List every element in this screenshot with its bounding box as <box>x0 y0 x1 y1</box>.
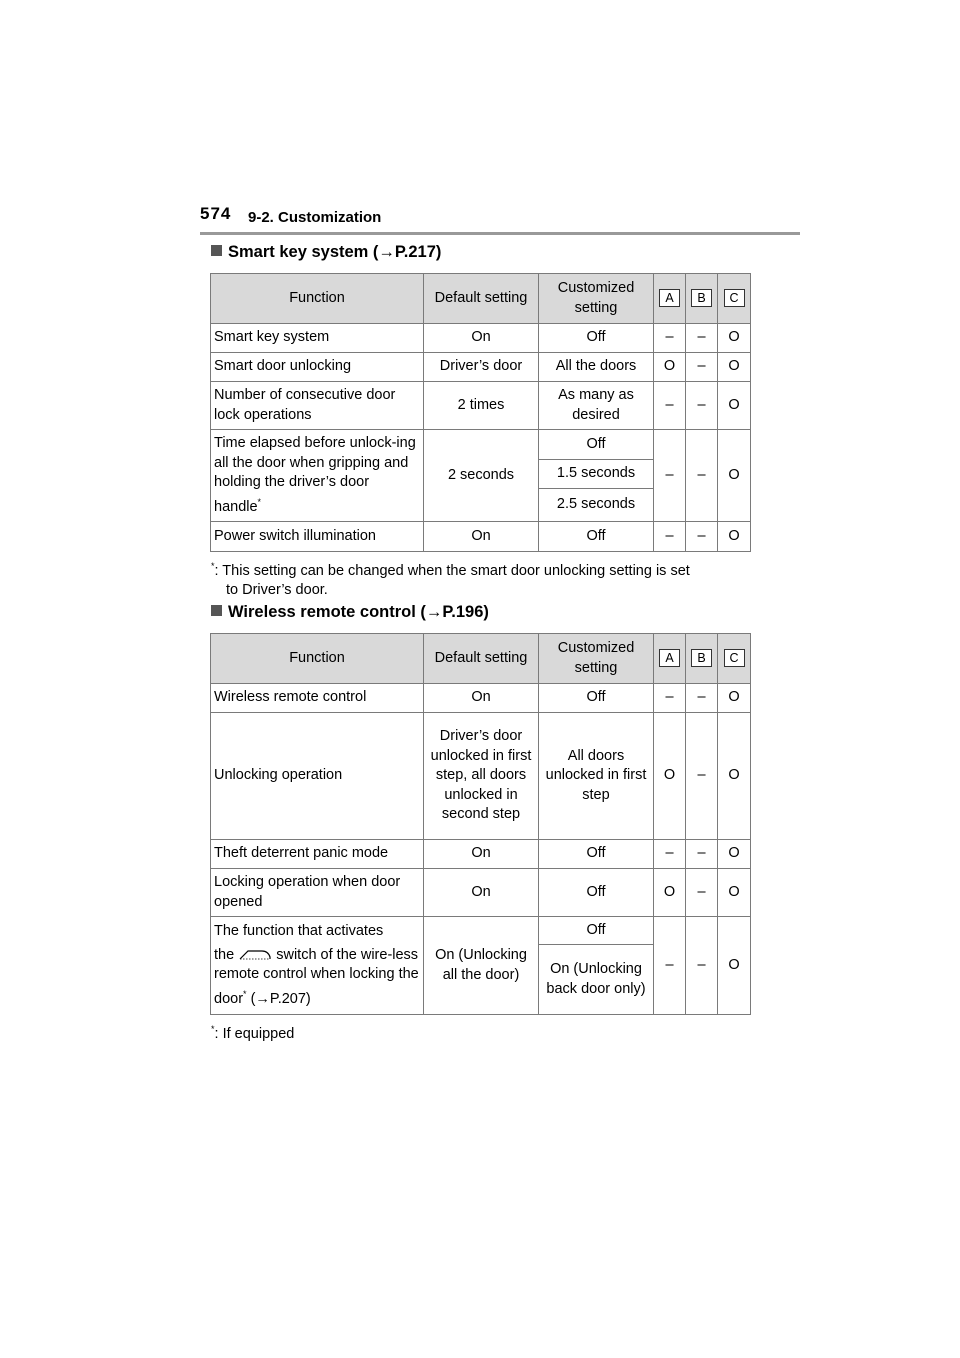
footnote-text: : This setting can be changed when the smart door unlocking setting is set <box>214 562 690 579</box>
b-cell: – <box>686 430 718 522</box>
function-text: The function that activates <box>214 923 384 940</box>
default-cell: 2 seconds <box>424 430 539 522</box>
col-c <box>718 274 751 324</box>
footnote <box>211 1020 294 1044</box>
smart-key-table <box>210 273 751 552</box>
table-row <box>211 353 751 382</box>
custom-cell: All doors unlocked in first step <box>539 713 654 840</box>
default-cell: On (Unlocking all the door) <box>424 917 539 1015</box>
page-reference: P.217) <box>394 243 442 261</box>
table-row <box>211 522 751 552</box>
c-cell: O <box>718 917 751 1015</box>
footnote <box>211 557 690 601</box>
custom-option-cell: 2.5 seconds <box>539 489 654 522</box>
label-a: A <box>659 289 680 307</box>
footnote-text: : If equipped <box>214 1025 295 1042</box>
col-customized: Customized setting <box>539 274 654 324</box>
right-arrow-icon: → <box>378 243 395 261</box>
footnote-mark: * <box>243 988 247 999</box>
c-cell: O <box>718 684 751 713</box>
header-rule <box>200 232 800 235</box>
label-c: C <box>724 649 745 667</box>
wireless-remote-heading <box>211 603 489 622</box>
function-cell: The function that activates the switch of the wire-less remote control when locking the door* (→P.207) <box>211 917 424 1015</box>
a-cell: O <box>654 353 686 382</box>
c-cell: O <box>718 430 751 522</box>
a-cell: – <box>654 430 686 522</box>
col-function: Function <box>211 274 424 324</box>
function-cell: Number of consecutive door lock operations <box>211 382 424 430</box>
custom-cell: Off <box>539 324 654 353</box>
col-default: Default setting <box>424 634 539 684</box>
col-b <box>686 634 718 684</box>
default-cell: On <box>424 324 539 353</box>
default-cell: On <box>424 522 539 552</box>
function-text: the <box>214 946 235 963</box>
function-cell: Wireless remote control <box>211 684 424 713</box>
b-cell: – <box>686 869 718 917</box>
b-cell: – <box>686 917 718 1015</box>
table-row <box>211 324 751 353</box>
custom-cell: Off <box>539 869 654 917</box>
a-cell: O <box>654 869 686 917</box>
function-cell: Theft deterrent panic mode <box>211 840 424 869</box>
square-bullet-icon <box>211 245 222 256</box>
custom-cell: As many as desired <box>539 382 654 430</box>
label-a: A <box>659 649 680 667</box>
default-cell: Driver’s door <box>424 353 539 382</box>
a-cell: – <box>654 840 686 869</box>
default-cell: 2 times <box>424 382 539 430</box>
label-c: C <box>724 289 745 307</box>
a-cell: O <box>654 713 686 840</box>
c-cell: O <box>718 869 751 917</box>
col-default: Default setting <box>424 274 539 324</box>
function-text: switch of the wire-less remote control when locking the door <box>214 946 419 1007</box>
heading-text: Smart key system ( <box>228 243 379 261</box>
col-b <box>686 274 718 324</box>
default-cell: On <box>424 684 539 713</box>
function-text: Time elapsed before unlock-ing all the door when gripping and holding the driver’s door handle <box>214 435 416 515</box>
label-b: B <box>691 289 712 307</box>
custom-cell: All the doors <box>539 353 654 382</box>
c-cell: O <box>718 522 751 552</box>
b-cell: – <box>686 324 718 353</box>
table-row <box>211 382 751 430</box>
b-cell: – <box>686 840 718 869</box>
footnote-text: to Driver’s door. <box>226 582 328 599</box>
default-cell: On <box>424 840 539 869</box>
default-cell: On <box>424 869 539 917</box>
footnote-mark: * <box>257 496 262 507</box>
wireless-remote-table <box>210 633 751 1015</box>
table-header-row <box>211 274 751 324</box>
c-cell: O <box>718 324 751 353</box>
custom-cell: Off <box>539 684 654 713</box>
a-cell: – <box>654 324 686 353</box>
function-cell: Unlocking operation <box>211 713 424 840</box>
custom-cell: Off <box>539 522 654 552</box>
right-arrow-icon: → <box>255 990 270 1007</box>
c-cell: O <box>718 840 751 869</box>
function-cell: Smart door unlocking <box>211 353 424 382</box>
b-cell: – <box>686 684 718 713</box>
col-a <box>654 274 686 324</box>
col-function: Function <box>211 634 424 684</box>
table-row <box>211 430 751 460</box>
right-arrow-icon: → <box>425 603 443 621</box>
a-cell: – <box>654 382 686 430</box>
col-a <box>654 634 686 684</box>
table-row <box>211 840 751 869</box>
table-header-row <box>211 634 751 684</box>
b-cell: – <box>686 522 718 552</box>
table-row <box>211 684 751 713</box>
c-cell: O <box>718 713 751 840</box>
default-cell: Driver’s door unlocked in first step, all doors unlocked in second step <box>424 713 539 840</box>
a-cell: – <box>654 684 686 713</box>
smart-key-heading <box>211 243 441 262</box>
b-cell: – <box>686 353 718 382</box>
function-cell <box>211 430 424 522</box>
custom-option-cell: Off <box>539 430 654 460</box>
b-cell: – <box>686 713 718 840</box>
section-title: 9-2. Customization <box>248 209 382 226</box>
custom-cell: Off <box>539 840 654 869</box>
custom-option-cell: Off <box>539 917 654 945</box>
function-cell: Power switch illumination <box>211 522 424 552</box>
footnote-mark: * <box>211 1024 215 1034</box>
square-bullet-icon <box>211 605 222 616</box>
function-cell: Smart key system <box>211 324 424 353</box>
function-cell: Locking operation when door opened <box>211 869 424 917</box>
back-door-switch-icon <box>238 949 272 961</box>
b-cell: – <box>686 382 718 430</box>
custom-option-cell: On (Unlocking back door only) <box>539 945 654 1015</box>
table-row <box>211 713 751 840</box>
a-cell: – <box>654 522 686 552</box>
c-cell: O <box>718 353 751 382</box>
a-cell: – <box>654 917 686 1015</box>
footnote-mark: * <box>211 561 215 571</box>
label-b: B <box>691 649 712 667</box>
col-c <box>718 634 751 684</box>
custom-option-cell: 1.5 seconds <box>539 460 654 489</box>
page-number: 574 <box>200 204 232 223</box>
col-customized: Customized setting <box>539 634 654 684</box>
c-cell: O <box>718 382 751 430</box>
page-reference: P.196) <box>442 603 489 621</box>
table-row <box>211 869 751 917</box>
page-reference: P.207) <box>269 990 311 1007</box>
heading-text: Wireless remote control ( <box>228 603 426 621</box>
table-row <box>211 917 751 945</box>
